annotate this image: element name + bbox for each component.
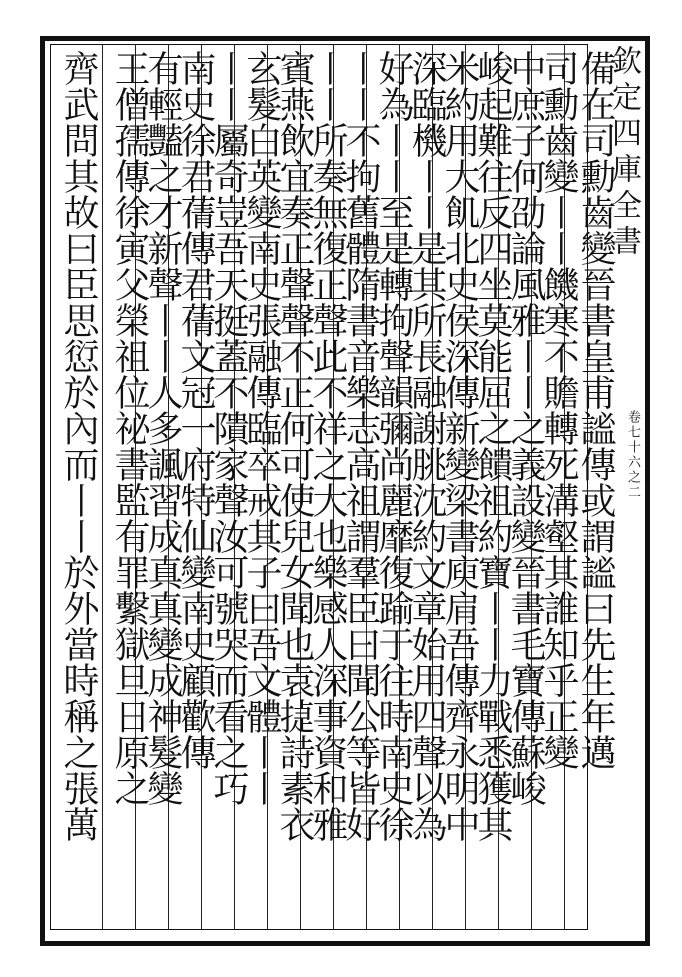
text-column: 丨丨屬奇豈吾天挺蓋不隤家聲汝可號哭而看之巧: [208, 50, 249, 806]
text-column: 丨丨所奏無復正聲此不祥之大也樂感人深事資和雅: [307, 50, 348, 842]
text-column: 丨丨不拘舊體隋書音樂志高祖謂羣臣曰聞公等皆好: [340, 50, 381, 842]
volume-label: 卷七十六之二: [625, 410, 640, 500]
text-column: 齊武問其故曰臣思愆於內而丨丨於外當時稱之張萬: [58, 50, 99, 842]
text-column: 玄髮白英變南史張融傳臨卒戒其子曰吾文體丨丨: [241, 50, 282, 806]
text-column: 備在司勳齒變晉書皇甫謐傳或謂謐曰先生年邁: [575, 50, 616, 770]
text-column: 中庶子何劭論風雅丨丨之義設變晉書毛寶傳蘇峻: [505, 50, 546, 806]
text-column: 米約用大飢北史侯深傳新變梁書庾肩吾傳齊永明中: [439, 50, 480, 842]
text-column: 司勳齒變丨丨饑寒不贍轉死溝壑其誰知乎正變: [538, 50, 579, 770]
text-column: 王僧孺傳徐寅父榮祖位祕書監有罪繫獄旦日原之: [109, 50, 150, 806]
text-column: 有輕豔之才新聲丨丨人多諷習成真真變成神髮變: [142, 50, 183, 806]
book-title: 欽定四庫全書: [606, 45, 641, 261]
text-column: 賓燕飲宜奏正聲聲不正何可使兒女聞也袁㨗詩素衣: [274, 50, 315, 842]
text-column: 南史徐君蒨傳君蒨文冠一府特仙變南史顧歡傳: [175, 50, 216, 770]
text-column: 好為丨丨至是轉拘聲韻彌尚麗靡復踰于往時南史徐: [373, 50, 414, 842]
text-column: 深臨機丨丨是其所長融謝朓沈約文章始用四聲以為: [406, 50, 447, 842]
text-column: 峻起難往反四坐莫能屈之饋祖約寶丨丨力戰悉獲其: [472, 50, 513, 842]
